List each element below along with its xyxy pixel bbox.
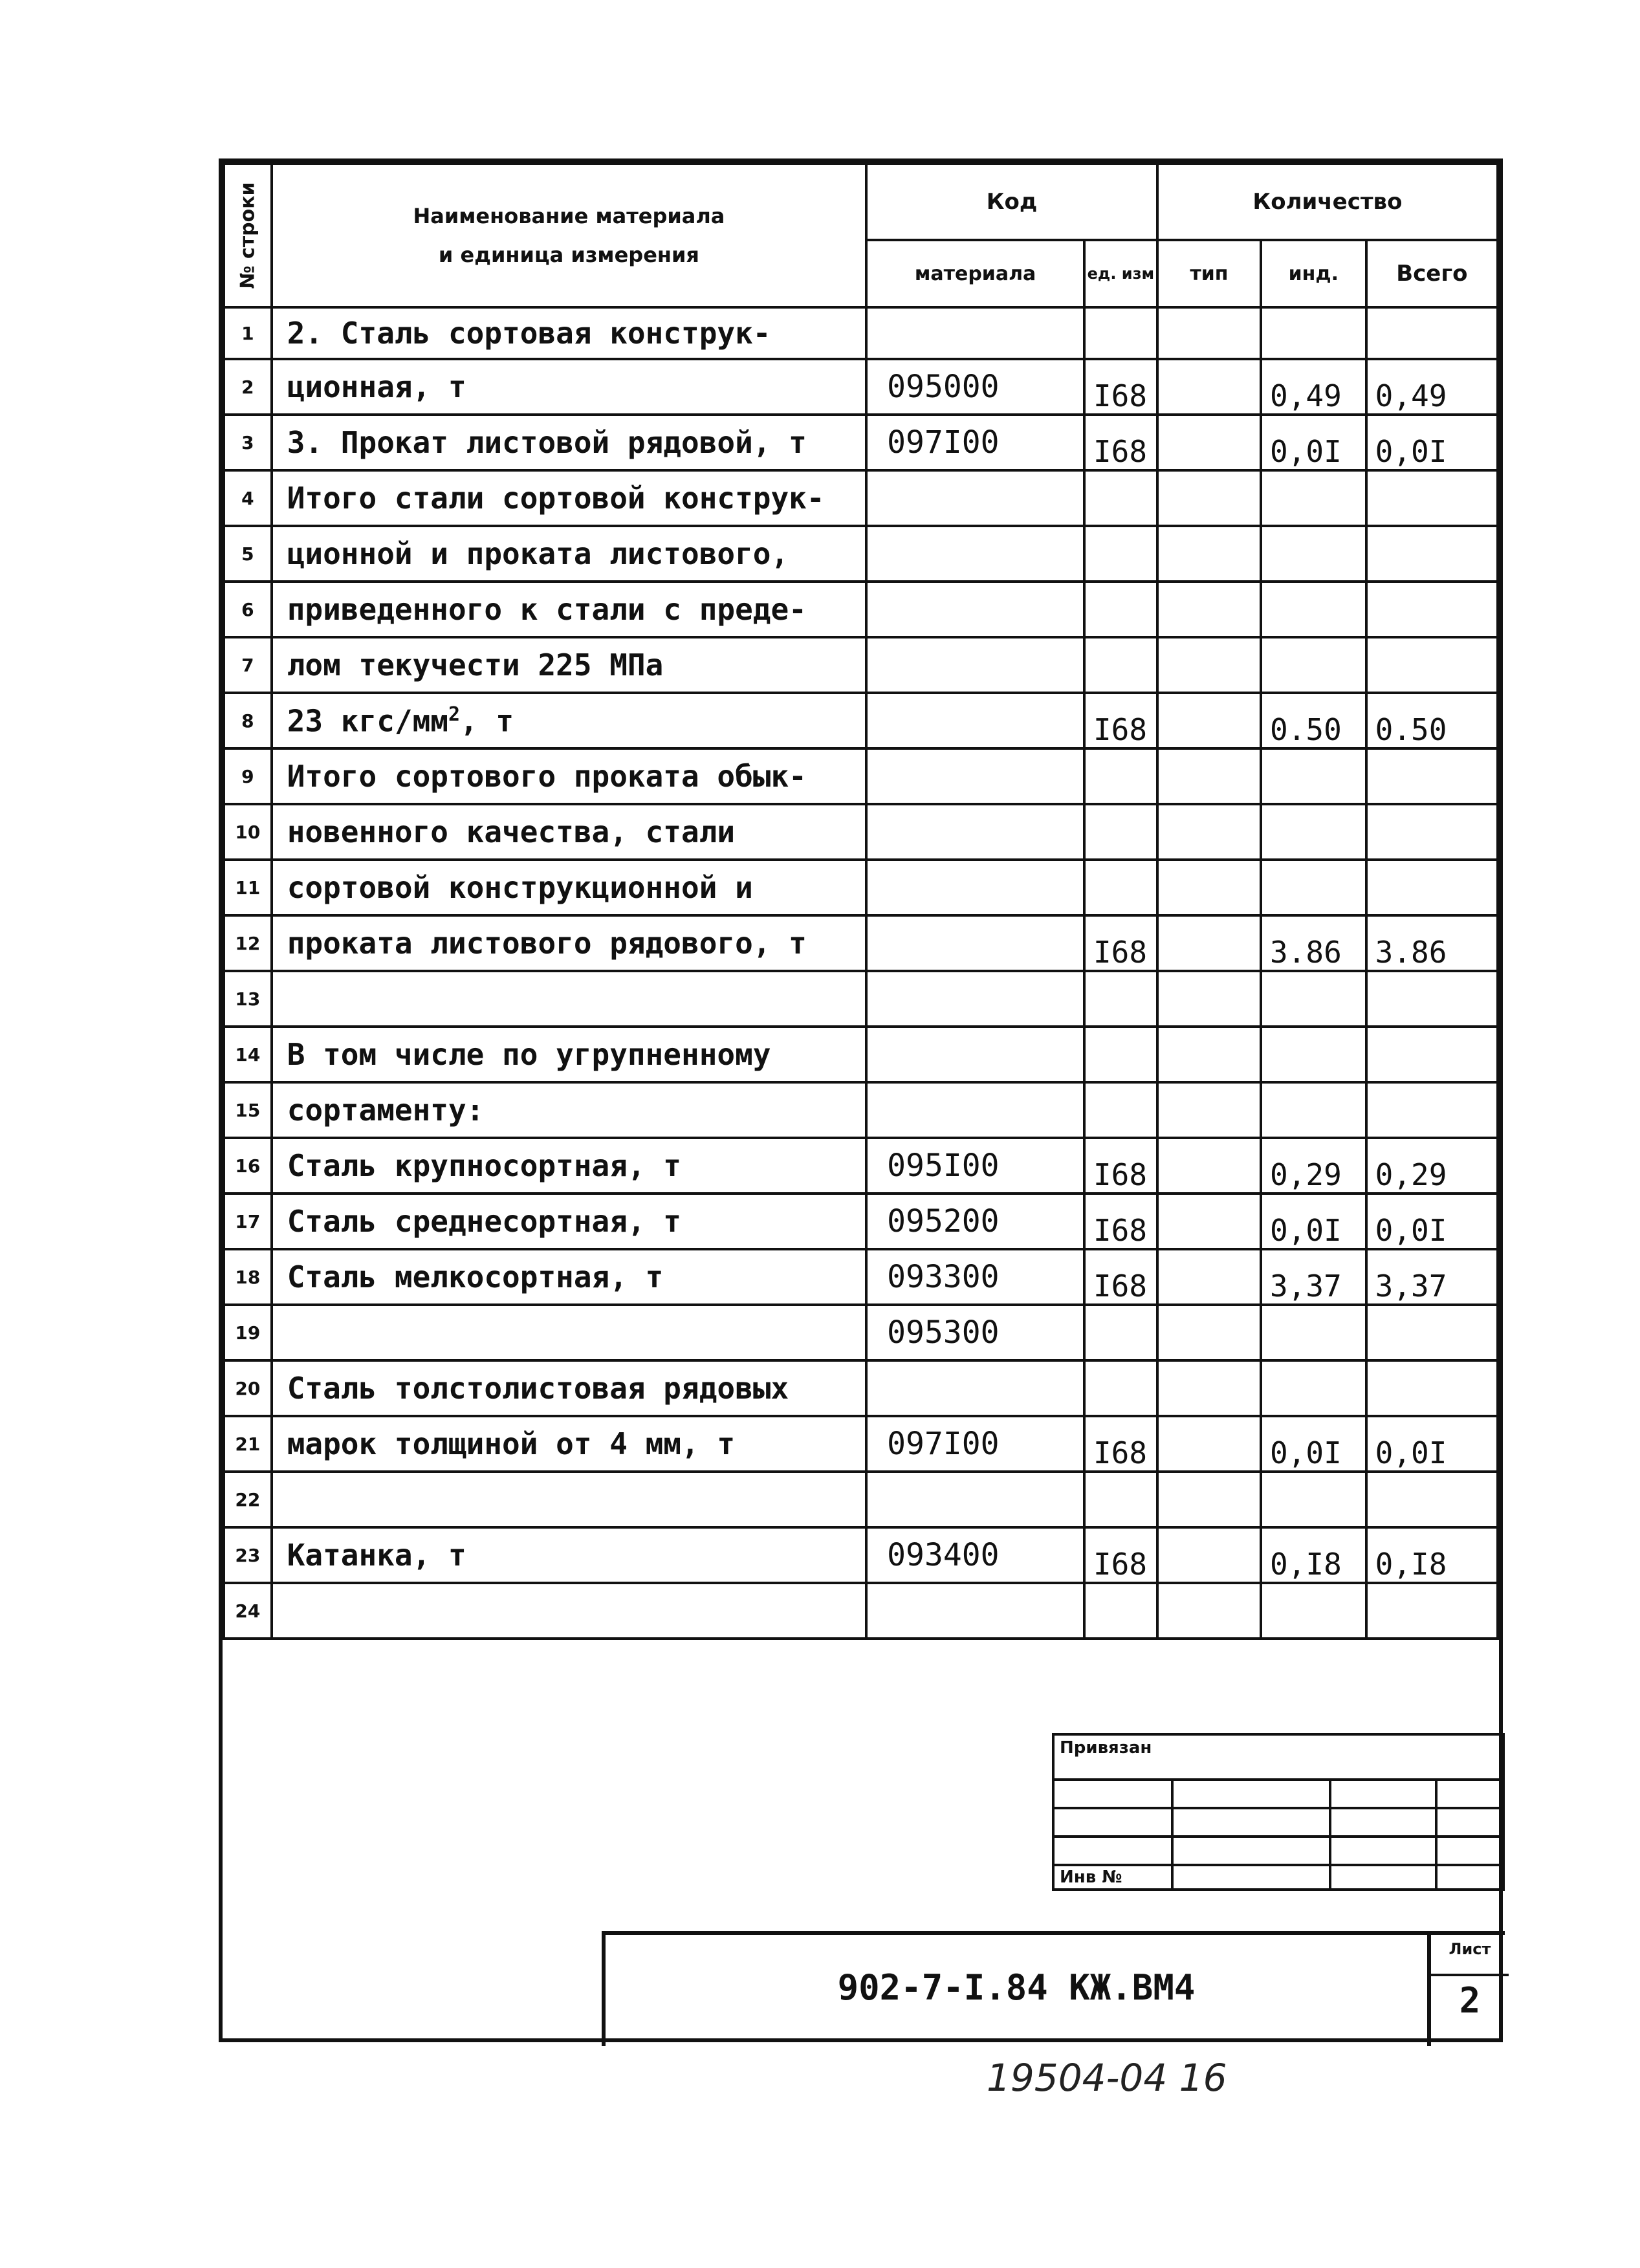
material-name-text: Итого сортового проката обык- [287, 759, 807, 794]
sheet-number: 2 [1431, 1974, 1509, 2021]
approval-stamp [1052, 1733, 1505, 1891]
materials-table [223, 162, 1499, 1640]
type-quantity [1157, 1138, 1261, 1194]
row-number: 7 [224, 637, 272, 693]
table-row [224, 637, 1498, 693]
row-number: 8 [224, 693, 272, 748]
row-number: 13 [224, 971, 272, 1027]
material-name [272, 1527, 866, 1583]
table-row [224, 415, 1498, 470]
code-header: Код [866, 164, 1157, 240]
individual-quantity [1261, 1082, 1366, 1138]
unit-code [1084, 971, 1157, 1027]
material-name [272, 693, 866, 748]
row-number: 21 [224, 1416, 272, 1472]
row-number: 14 [224, 1027, 272, 1082]
material-name-text: В том числе по угрупненному [287, 1037, 771, 1072]
table-row [224, 1082, 1498, 1138]
material-code [866, 971, 1084, 1027]
type-quantity [1157, 693, 1261, 748]
material-name-text: Сталь толстолистовая рядовых [287, 1371, 789, 1406]
row-number: 23 [224, 1527, 272, 1583]
individual-quantity: 0,0I [1261, 415, 1366, 470]
material-name [272, 1305, 866, 1360]
unit-header: ед. изм [1084, 240, 1157, 307]
material-code [866, 526, 1084, 582]
material-name [272, 470, 866, 526]
table-row [224, 1583, 1498, 1639]
material-code: 093300 [866, 1249, 1084, 1305]
table-row [224, 526, 1498, 582]
individual-quantity: 3,37 [1261, 1249, 1366, 1305]
individual-quantity [1261, 1360, 1366, 1416]
table-row [224, 804, 1498, 860]
unit-code: I68 [1084, 415, 1157, 470]
material-name-text: Сталь крупносортная, т [287, 1148, 681, 1183]
individual-header: инд. [1261, 240, 1366, 307]
row-number: 9 [224, 748, 272, 804]
row-number: 5 [224, 526, 272, 582]
material-code [866, 804, 1084, 860]
material-code: 095I00 [866, 1138, 1084, 1194]
material-name [272, 359, 866, 415]
total-quantity [1366, 470, 1498, 526]
quantity-header: Количество [1157, 164, 1498, 240]
sheet-cell [1427, 1935, 1509, 2046]
table-row [224, 860, 1498, 915]
total-quantity: 0,0I [1366, 415, 1498, 470]
row-number: 22 [224, 1472, 272, 1527]
individual-quantity: 0,0I [1261, 1194, 1366, 1249]
total-quantity: 0,29 [1366, 1138, 1498, 1194]
material-code [866, 637, 1084, 693]
material-code: 093400 [866, 1527, 1084, 1583]
row-number: 4 [224, 470, 272, 526]
material-name [272, 1194, 866, 1249]
individual-quantity [1261, 582, 1366, 637]
individual-quantity: 0,49 [1261, 359, 1366, 415]
material-code [866, 470, 1084, 526]
material-name-text: 2. Сталь сортовая конструк- [287, 316, 771, 351]
material-name-text: Итого стали сортовой конструк- [287, 481, 825, 516]
individual-quantity [1261, 307, 1366, 359]
material-name-text: проката листового рядового, т [287, 926, 807, 961]
table-row [224, 307, 1498, 359]
total-quantity [1366, 748, 1498, 804]
row-number: 3 [224, 415, 272, 470]
row-number: 17 [224, 1194, 272, 1249]
table-row [224, 1027, 1498, 1082]
unit-code [1084, 582, 1157, 637]
unit-code: I68 [1084, 1249, 1157, 1305]
total-quantity: 0,I8 [1366, 1527, 1498, 1583]
material-name-text: 3. Прокат листовой рядовой, т [287, 425, 807, 460]
total-quantity: 0,0I [1366, 1194, 1498, 1249]
type-quantity [1157, 1027, 1261, 1082]
type-quantity [1157, 1305, 1261, 1360]
total-quantity [1366, 582, 1498, 637]
total-quantity [1366, 1027, 1498, 1082]
type-quantity [1157, 470, 1261, 526]
table-row [224, 748, 1498, 804]
unit-code: I68 [1084, 693, 1157, 748]
table-row [224, 915, 1498, 971]
table-body [224, 307, 1498, 1639]
type-header: тип [1157, 240, 1261, 307]
material-code [866, 748, 1084, 804]
unit-code: I68 [1084, 915, 1157, 971]
total-quantity [1366, 1082, 1498, 1138]
individual-quantity: 0,29 [1261, 1138, 1366, 1194]
material-name-text: сортовой конструкционной и [287, 870, 753, 905]
individual-quantity: 3.86 [1261, 915, 1366, 971]
total-header: Всего [1366, 240, 1498, 307]
name-header: Наименование материала и единица измерения [272, 164, 866, 307]
material-code [866, 860, 1084, 915]
document-number: 902-7-I.84 КЖ.ВМ4 [837, 1967, 1196, 2008]
row-number: 16 [224, 1138, 272, 1194]
material-code-header: материала [866, 240, 1084, 307]
unit-code: I68 [1084, 1138, 1157, 1194]
row-number: 1 [224, 307, 272, 359]
individual-quantity: 0,0I [1261, 1416, 1366, 1472]
table-row [224, 1249, 1498, 1305]
total-quantity [1366, 804, 1498, 860]
unit-code: I68 [1084, 1194, 1157, 1249]
material-code [866, 307, 1084, 359]
title-block [602, 1931, 1505, 2046]
type-quantity [1157, 748, 1261, 804]
type-quantity [1157, 860, 1261, 915]
row-number: 12 [224, 915, 272, 971]
unit-code [1084, 526, 1157, 582]
material-code [866, 1027, 1084, 1082]
row-number: 20 [224, 1360, 272, 1416]
material-name-text: марок толщиной от 4 мм, т [287, 1426, 736, 1461]
material-name [272, 1082, 866, 1138]
type-quantity [1157, 582, 1261, 637]
material-name-text: ционная, т [287, 369, 466, 404]
material-name [272, 307, 866, 359]
type-quantity [1157, 1527, 1261, 1583]
material-code: 097I00 [866, 415, 1084, 470]
individual-quantity [1261, 971, 1366, 1027]
table-row [224, 1305, 1498, 1360]
table-row [224, 470, 1498, 526]
material-name [272, 582, 866, 637]
unit-code [1084, 1360, 1157, 1416]
material-name-text: Катанка, т [287, 1538, 466, 1573]
material-name [272, 748, 866, 804]
row-number: 18 [224, 1249, 272, 1305]
unit-code [1084, 470, 1157, 526]
individual-quantity [1261, 470, 1366, 526]
table-row [224, 1194, 1498, 1249]
row-number: 2 [224, 359, 272, 415]
table-row [224, 1138, 1498, 1194]
type-quantity [1157, 1472, 1261, 1527]
unit-code [1084, 1082, 1157, 1138]
type-quantity [1157, 1416, 1261, 1472]
row-number-header: № строки [224, 164, 272, 307]
type-quantity [1157, 307, 1261, 359]
type-quantity [1157, 915, 1261, 971]
material-name [272, 526, 866, 582]
material-code: 095000 [866, 359, 1084, 415]
row-number: 11 [224, 860, 272, 915]
specification-sheet [219, 158, 1503, 2042]
material-name-text: ционной и проката листового, [287, 536, 789, 571]
material-code: 095200 [866, 1194, 1084, 1249]
material-name [272, 860, 866, 915]
type-quantity [1157, 971, 1261, 1027]
unit-code [1084, 307, 1157, 359]
unit-code: I68 [1084, 1527, 1157, 1583]
row-number: 19 [224, 1305, 272, 1360]
individual-quantity [1261, 804, 1366, 860]
table-row [224, 359, 1498, 415]
individual-quantity [1261, 526, 1366, 582]
individual-quantity [1261, 637, 1366, 693]
material-code: 097I00 [866, 1416, 1084, 1472]
total-quantity [1366, 1472, 1498, 1527]
individual-quantity [1261, 1027, 1366, 1082]
row-number: 10 [224, 804, 272, 860]
unit-code [1084, 748, 1157, 804]
material-name [272, 637, 866, 693]
total-quantity: 0,0I [1366, 1416, 1498, 1472]
unit-code: I68 [1084, 1416, 1157, 1472]
material-name [272, 1360, 866, 1416]
material-code [866, 1472, 1084, 1527]
row-number: 6 [224, 582, 272, 637]
type-quantity [1157, 1583, 1261, 1639]
material-name-text: 23 кгс/мм [287, 703, 448, 739]
total-quantity [1366, 971, 1498, 1027]
total-quantity [1366, 1583, 1498, 1639]
material-name-text: приведенного к стали с преде- [287, 592, 807, 627]
material-name [272, 1583, 866, 1639]
material-code [866, 1082, 1084, 1138]
individual-quantity [1261, 1472, 1366, 1527]
table-row [224, 971, 1498, 1027]
unit-code: I68 [1084, 359, 1157, 415]
individual-quantity: 0.50 [1261, 693, 1366, 748]
inventory-number-label: Инв № [1053, 1865, 1172, 1890]
total-quantity [1366, 1360, 1498, 1416]
material-name-text: лом текучести 225 МПа [287, 648, 664, 682]
material-name [272, 1138, 866, 1194]
type-quantity [1157, 1360, 1261, 1416]
type-quantity [1157, 637, 1261, 693]
total-quantity: 3.86 [1366, 915, 1498, 971]
material-code [866, 693, 1084, 748]
material-name [272, 1249, 866, 1305]
individual-quantity [1261, 1583, 1366, 1639]
material-name [272, 415, 866, 470]
attached-label: Привязан [1053, 1734, 1503, 1780]
table-row [224, 1360, 1498, 1416]
total-quantity [1366, 637, 1498, 693]
type-quantity [1157, 1082, 1261, 1138]
unit-code [1084, 860, 1157, 915]
type-quantity [1157, 415, 1261, 470]
type-quantity [1157, 359, 1261, 415]
material-name [272, 1472, 866, 1527]
material-name-text: Сталь среднесортная, т [287, 1204, 681, 1239]
total-quantity: 0.50 [1366, 693, 1498, 748]
unit-code [1084, 1583, 1157, 1639]
material-code [866, 1360, 1084, 1416]
material-name-text: Сталь мелкосортная, т [287, 1259, 664, 1294]
table-row [224, 1416, 1498, 1472]
unit-code [1084, 804, 1157, 860]
total-quantity [1366, 860, 1498, 915]
material-name [272, 804, 866, 860]
row-number: 24 [224, 1583, 272, 1639]
individual-quantity [1261, 748, 1366, 804]
type-quantity [1157, 804, 1261, 860]
material-name-text: новенного качества, стали [287, 814, 736, 849]
total-quantity: 3,37 [1366, 1249, 1498, 1305]
sheet-label: Лист [1449, 1940, 1491, 1958]
table-row [224, 1472, 1498, 1527]
individual-quantity [1261, 1305, 1366, 1360]
individual-quantity [1261, 860, 1366, 915]
individual-quantity: 0,I8 [1261, 1527, 1366, 1583]
material-code [866, 915, 1084, 971]
material-name [272, 971, 866, 1027]
unit-exponent: 2 [448, 703, 461, 726]
material-code [866, 1583, 1084, 1639]
unit-code [1084, 637, 1157, 693]
unit-code [1084, 1305, 1157, 1360]
table-row [224, 1527, 1498, 1583]
material-name [272, 1027, 866, 1082]
type-quantity [1157, 1249, 1261, 1305]
total-quantity [1366, 526, 1498, 582]
handwritten-reference: 19504-04 16 [987, 2056, 1227, 2100]
table-row [224, 693, 1498, 748]
unit-code [1084, 1472, 1157, 1527]
unit-code [1084, 1027, 1157, 1082]
table-row [224, 582, 1498, 637]
material-name-tail: , т [460, 703, 514, 739]
total-quantity [1366, 307, 1498, 359]
material-name [272, 915, 866, 971]
total-quantity: 0,49 [1366, 359, 1498, 415]
type-quantity [1157, 526, 1261, 582]
material-code [866, 582, 1084, 637]
material-name [272, 1416, 866, 1472]
material-name-text: сортаменту: [287, 1093, 485, 1128]
material-code: 095300 [866, 1305, 1084, 1360]
total-quantity [1366, 1305, 1498, 1360]
type-quantity [1157, 1194, 1261, 1249]
row-number: 15 [224, 1082, 272, 1138]
